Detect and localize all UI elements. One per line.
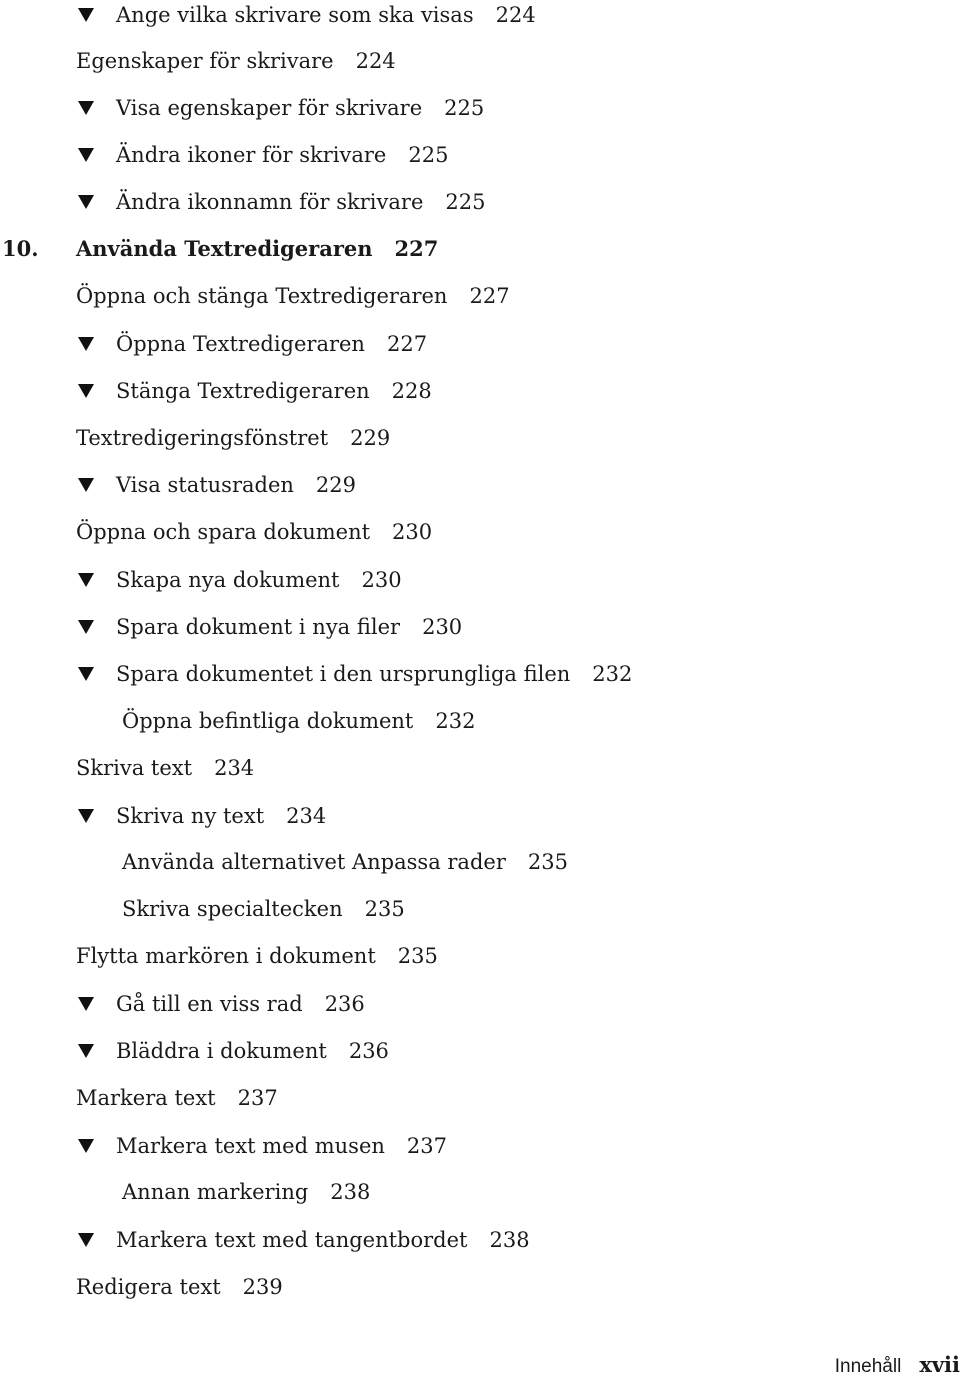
toc-entry[interactable]	[76, 517, 432, 547]
triangle-bullet-icon	[78, 337, 94, 351]
toc-entry-title: Ändra ikoner för skrivare	[116, 143, 387, 167]
toc-entry-title: Öppna och stänga Textredigeraren	[76, 284, 448, 308]
toc-entry[interactable]	[76, 1272, 283, 1302]
toc-entry-title: Öppna Textredigeraren	[116, 332, 365, 356]
toc-entry-title: Spara dokument i nya filer	[116, 615, 401, 639]
toc-entry-page: 235	[397, 944, 438, 968]
footer-section-label: Innehåll	[834, 1356, 902, 1377]
toc-entry-title: Markera text med tangentbordet	[116, 1228, 468, 1252]
toc-entry[interactable]	[76, 753, 254, 783]
toc-entry-title: Skriva text	[76, 756, 193, 780]
toc-entry-title: Markera text	[76, 1086, 216, 1110]
toc-entry-title: Bläddra i dokument	[116, 1039, 327, 1063]
toc-entry-title: Använda Textredigeraren	[76, 236, 373, 261]
toc-entry[interactable]	[116, 187, 485, 217]
triangle-bullet-icon	[78, 478, 94, 492]
toc-entry-title: Öppna och spara dokument	[76, 520, 371, 544]
triangle-bullet-icon	[78, 667, 94, 681]
triangle-bullet-icon	[78, 195, 94, 209]
triangle-bullet-icon	[78, 101, 94, 115]
toc-entry-page: 235	[364, 897, 405, 921]
chapter-number: 10.	[2, 236, 39, 261]
toc-entry-page: 227	[469, 284, 510, 308]
toc-entry-title: Skapa nya dokument	[116, 568, 340, 592]
triangle-bullet-icon	[78, 148, 94, 162]
toc-entry-title: Redigera text	[76, 1275, 221, 1299]
toc-entry-page: 238	[489, 1228, 530, 1252]
toc-entry-title: Öppna befintliga dokument	[122, 709, 414, 733]
toc-entry-page: 235	[527, 850, 568, 874]
triangle-bullet-icon	[78, 809, 94, 823]
toc-entry-page: 227	[386, 332, 428, 356]
toc-entry[interactable]	[116, 376, 432, 406]
toc-entry-page: 236	[324, 992, 365, 1016]
toc-entry-page: 230	[392, 520, 433, 544]
toc-entry-page: 229	[350, 426, 391, 450]
toc-entry-page: 225	[408, 143, 449, 167]
toc-entry-page: 237	[406, 1134, 447, 1158]
toc-entry[interactable]	[116, 989, 365, 1019]
toc-entry-title: Använda alternativet Anpassa rader	[122, 850, 506, 874]
toc-entry-page: 224	[355, 49, 396, 73]
triangle-bullet-icon	[78, 8, 94, 22]
toc-entry[interactable]	[76, 423, 390, 453]
toc-entry-page: 238	[330, 1180, 371, 1204]
triangle-bullet-icon	[78, 573, 94, 587]
toc-entry-title: Spara dokumentet i den ursprungliga filen	[116, 662, 571, 686]
toc-entry[interactable]	[116, 1036, 389, 1066]
toc-entry-page: 234	[214, 756, 255, 780]
toc-entry-page: 237	[237, 1086, 278, 1110]
toc-entry-title: Egenskaper för skrivare	[76, 49, 334, 73]
toc-entry-page: 224	[495, 3, 536, 27]
toc-entry-title: Skriva specialtecken	[122, 897, 343, 921]
toc-entry[interactable]	[116, 0, 536, 30]
toc-entry-title: Flytta markören i dokument	[76, 944, 376, 968]
triangle-bullet-icon	[78, 620, 94, 634]
toc-entry[interactable]	[116, 329, 427, 359]
toc-entry-title: Skriva ny text	[116, 804, 265, 828]
toc-entry[interactable]	[116, 659, 632, 689]
toc-entry[interactable]	[76, 281, 510, 311]
toc-entry[interactable]	[116, 93, 484, 123]
page-footer	[835, 1350, 960, 1380]
toc-entry-page: 225	[444, 96, 485, 120]
toc-entry[interactable]	[116, 1225, 530, 1255]
toc-entry[interactable]	[122, 706, 475, 736]
triangle-bullet-icon	[78, 1233, 94, 1247]
toc-entry[interactable]	[116, 470, 356, 500]
toc-entry-page: 227	[394, 236, 439, 261]
toc-entry-title: Markera text med musen	[116, 1134, 385, 1158]
toc-entry[interactable]	[116, 801, 326, 831]
toc-entry-page: 225	[445, 190, 486, 214]
toc-entry-page: 232	[592, 662, 633, 686]
toc-entry-page: 239	[242, 1275, 283, 1299]
triangle-bullet-icon	[78, 384, 94, 398]
triangle-bullet-icon	[78, 997, 94, 1011]
toc-entry[interactable]	[116, 565, 402, 595]
toc-entry-title: Ändra ikonnamn för skrivare	[116, 190, 424, 214]
toc-entry-page: 232	[435, 709, 476, 733]
triangle-bullet-icon	[78, 1044, 94, 1058]
triangle-bullet-icon	[78, 1139, 94, 1153]
toc-entry[interactable]	[76, 1083, 278, 1113]
toc-entry[interactable]	[116, 612, 462, 642]
toc-entry-title: Stänga Textredigeraren	[116, 379, 370, 403]
toc-entry-title: Ange vilka skrivare som ska visas	[116, 3, 474, 27]
toc-chapter-entry[interactable]	[76, 234, 438, 264]
toc-entry-title: Gå till en viss rad	[116, 992, 303, 1016]
toc-entry-page: 230	[422, 615, 463, 639]
toc-entry[interactable]	[116, 1131, 447, 1161]
toc-entry-page: 228	[391, 379, 432, 403]
toc-entry-title: Visa statusraden	[116, 473, 294, 497]
toc-entry[interactable]	[116, 140, 448, 170]
toc-entry[interactable]	[76, 941, 438, 971]
toc-entry[interactable]	[122, 847, 568, 877]
toc-entry-page: 236	[348, 1039, 389, 1063]
toc-entry-title: Annan markering	[122, 1180, 309, 1204]
toc-entry-title: Visa egenskaper för skrivare	[116, 96, 423, 120]
toc-entry-page: 230	[361, 568, 402, 592]
toc-entry-page: 234	[286, 804, 327, 828]
toc-entry[interactable]	[122, 894, 405, 924]
toc-entry-page: 229	[315, 473, 357, 497]
toc-entry[interactable]	[76, 46, 396, 76]
toc-entry-title: Textredigeringsfönstret	[76, 426, 329, 450]
footer-page-number: xvii	[919, 1352, 960, 1377]
toc-entry[interactable]	[122, 1177, 370, 1207]
